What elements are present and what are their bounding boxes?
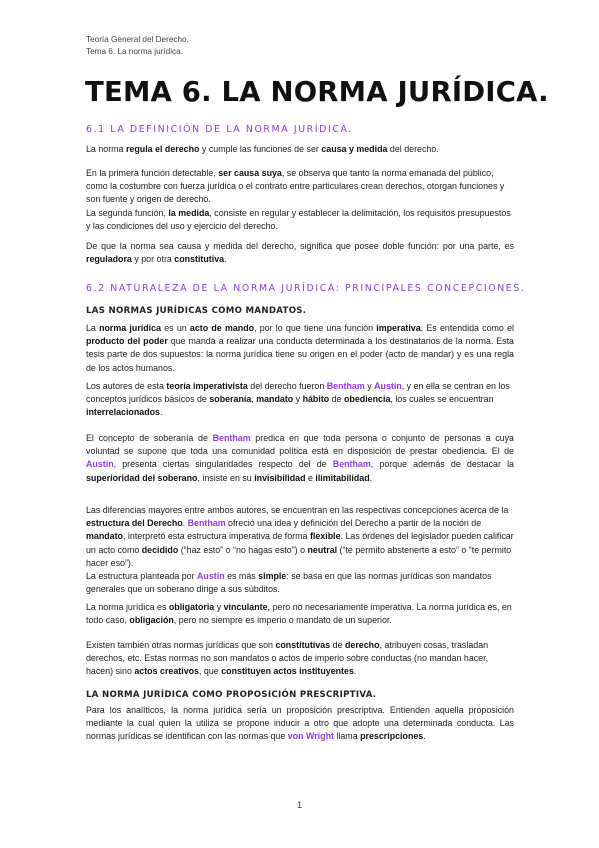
bold-term: obligatoria <box>168 602 215 612</box>
paragraph <box>86 601 514 627</box>
header-topic: Tema 6. La norma jurídica. <box>86 47 183 56</box>
text-run: llama <box>333 731 361 742</box>
text-run: Para los analíticos, la norma jurídica sería un proposición prescriptiva. Entienden aquella proposición mediante la cual quien la utiliza se propone inducir a otro que adopte una determinada conducta. Las normas jurídicas se identifican con las normas que <box>86 705 514 742</box>
text-run: es un <box>161 323 190 333</box>
bold-term: derecho <box>345 640 380 650</box>
bold-term: actos creativos <box>134 666 199 677</box>
header-course: Teoría General del Derecho. <box>86 35 189 44</box>
text-run: Los autores de esta <box>86 381 167 391</box>
text-run: La norma <box>86 144 126 154</box>
bold-term: flexible <box>309 531 341 542</box>
text-run: , atribuyen cosas, trasladan derechos, etc. Estas normas no son mandatos o actos de imperio sobre conductas (no mandan hacer, hacen) sino <box>86 640 489 677</box>
bold-term: producto del poder <box>86 336 168 347</box>
text-run: y <box>214 602 224 612</box>
bold-term: acto de mando <box>189 323 255 333</box>
text-run: (“haz esto” o “no hagas esto”) o <box>178 544 308 555</box>
text-run: e <box>305 472 316 483</box>
bold-term: estructura del Derecho <box>86 518 183 529</box>
paragraph <box>86 380 514 420</box>
author-name: Bentham <box>326 381 365 391</box>
author-name: Bentham <box>212 433 251 443</box>
author-name: Bentham <box>332 459 371 470</box>
text-run: , por lo que tiene una función <box>254 323 377 333</box>
section-heading-6-2: 6.2 NATURALEZA DE LA NORMA JURÍDICA: PRINCIPALES CONCEPCIONES. <box>86 283 526 294</box>
bold-term: obligación <box>129 615 174 626</box>
text-run: ofreció una idea y definición del Derecho a partir de la noción de <box>225 518 482 529</box>
bold-term: reguladora <box>86 254 132 265</box>
text-run: . <box>182 518 188 529</box>
text-run: . <box>224 254 227 265</box>
bold-term: hábito <box>302 394 330 405</box>
bold-term: imperativa <box>376 323 421 333</box>
paragraph <box>86 704 514 744</box>
text-run: de <box>330 640 345 650</box>
paragraph <box>86 143 514 156</box>
bold-term: constitutiva <box>174 254 225 265</box>
bold-term: vinculante <box>223 602 268 612</box>
bold-term: superioridad del soberano <box>86 472 198 483</box>
text-run: del derecho. <box>387 144 439 154</box>
text-run: y <box>364 381 375 391</box>
text-run: . <box>369 472 373 483</box>
subsection-heading-mandatos: LAS NORMAS JURÍDICAS COMO MANDATOS. <box>86 306 307 316</box>
text-run: , interpretó esta estructura imperativa de forma <box>122 531 310 542</box>
paragraph <box>86 167 514 233</box>
page-title: TEMA 6. LA NORMA JURÍDICA. <box>85 76 549 108</box>
text-run: (“te permito abstenerte a esto” o “te permito hacer eso”). <box>86 544 512 568</box>
bold-term: neutral <box>307 544 338 555</box>
text-run: . Las órdenes del legislador pueden calificar un acto como <box>86 531 514 555</box>
paragraph <box>86 322 514 375</box>
text-run: , <box>251 394 257 405</box>
text-run: , y en ella se centran en los conceptos jurídicos básicos de <box>86 381 510 405</box>
text-run: La estructura planteada por <box>86 571 198 582</box>
author-name: Austin <box>374 381 402 391</box>
bold-term: obediencia <box>344 394 391 405</box>
text-run: , presenta ciertas singularidades respecto del de <box>113 459 333 470</box>
text-run: La norma jurídica es <box>86 602 169 612</box>
page-number: 1 <box>296 800 302 810</box>
text-run: , pero no necesariamente imperativa. La norma jurídica es, en todo caso, <box>86 602 512 626</box>
text-run: y cumple las funciones de ser <box>199 144 322 154</box>
text-run: predica en que toda persona o conjunto de personas a cuya voluntad se supone que toda una comunidad política está en disposición de prestar obediencia. El de <box>86 433 514 457</box>
text-run: , consiste en regular y establecer la delimitación, los requisitos presupuestos y las condiciones del uso y ejercicio del derecho. <box>86 207 511 231</box>
bold-term: constitutivas <box>275 640 331 650</box>
text-run: . <box>423 731 426 742</box>
text-run: La segunda función, <box>86 207 169 218</box>
paragraph <box>86 240 514 266</box>
bold-term: teoría imperativista <box>166 381 248 391</box>
bold-term: norma jurídica <box>99 323 162 333</box>
text-run: De que la norma sea causa y medida del derecho, significa que posee doble función: por una parte, es <box>86 241 514 251</box>
text-run: , los cuales se encuentran <box>390 394 494 405</box>
bold-term: ser causa suya <box>218 168 282 178</box>
text-run: y <box>293 394 303 405</box>
author-name: Austin <box>86 459 114 470</box>
bold-term: simple <box>258 571 287 582</box>
running-header <box>86 34 189 58</box>
bold-term: mandato <box>86 531 123 542</box>
text-run: . <box>159 407 163 418</box>
text-run: Existen también otras normas jurídicas que son <box>86 640 276 650</box>
bold-term: soberanía <box>209 394 252 405</box>
bold-term: interrelacionados <box>86 407 160 418</box>
text-run: que manda a realizar una conducta determinada a los destinatarios de la norma. Esta tesis parte de dos supuestos: la norma jurídica tiene su origen en el poder (acto de mandar) y es una regla de los actos humanos. <box>86 336 514 373</box>
text-run: de <box>329 394 345 405</box>
bold-term: la medida <box>168 207 210 218</box>
text-run: . Es entendida como el <box>420 323 514 333</box>
bold-term: regula el derecho <box>125 144 200 154</box>
author-name: Austin <box>197 571 225 582</box>
text-run: , pero no siempre es imperio o mandato de un superior. <box>173 615 392 626</box>
text-run: es más <box>224 571 259 582</box>
bold-term: constituyen actos instituyentes <box>221 666 354 677</box>
text-run: Las diferencias mayores entre ambos autores, se encuentran en las respectivas concepciones acerca de la <box>86 505 509 515</box>
bold-term: ilimitabilidad <box>315 472 370 483</box>
bold-term: decidido <box>141 544 179 555</box>
author-name: Bentham <box>187 518 226 529</box>
text-run: El concepto de soberanía de <box>86 433 213 443</box>
text-run: , porque además de destacar la <box>370 459 514 470</box>
text-run: En la primera función detectable, <box>86 168 219 178</box>
author-name: von Wright <box>287 731 334 742</box>
paragraph <box>86 639 514 679</box>
text-run: . <box>353 666 357 677</box>
text-run: : se basa en que las normas jurídicas son mandatos generales que un soberano dirige a sus súbditos. <box>86 571 492 595</box>
text-run: La <box>86 323 100 333</box>
paragraph <box>86 504 514 596</box>
text-run: del derecho fueron <box>247 381 327 391</box>
bold-term: invisibilidad <box>254 472 306 483</box>
text-run: y por otra <box>131 254 175 265</box>
paragraph <box>86 432 514 485</box>
section-heading-6-1: 6.1 LA DEFINICIÓN DE LA NORMA JURÍDICA. <box>86 124 353 135</box>
bold-term: prescripciones <box>360 731 424 742</box>
bold-term: causa y medida <box>321 144 388 154</box>
text-run: , insiste en su <box>197 472 255 483</box>
bold-term: mandato <box>256 394 294 405</box>
text-run: , se observa que tanto la norma emanada del público, como la costumbre con fuerza jurídica o el contrato entre particulares crean derechos, otorgan funciones y son fuente y origen de derecho. <box>86 168 505 205</box>
text-run: , que <box>199 666 222 677</box>
subsection-heading-proposicion: LA NORMA JURÍDICA COMO PROPOSICIÓN PRESCRIPTIVA. <box>86 690 377 700</box>
